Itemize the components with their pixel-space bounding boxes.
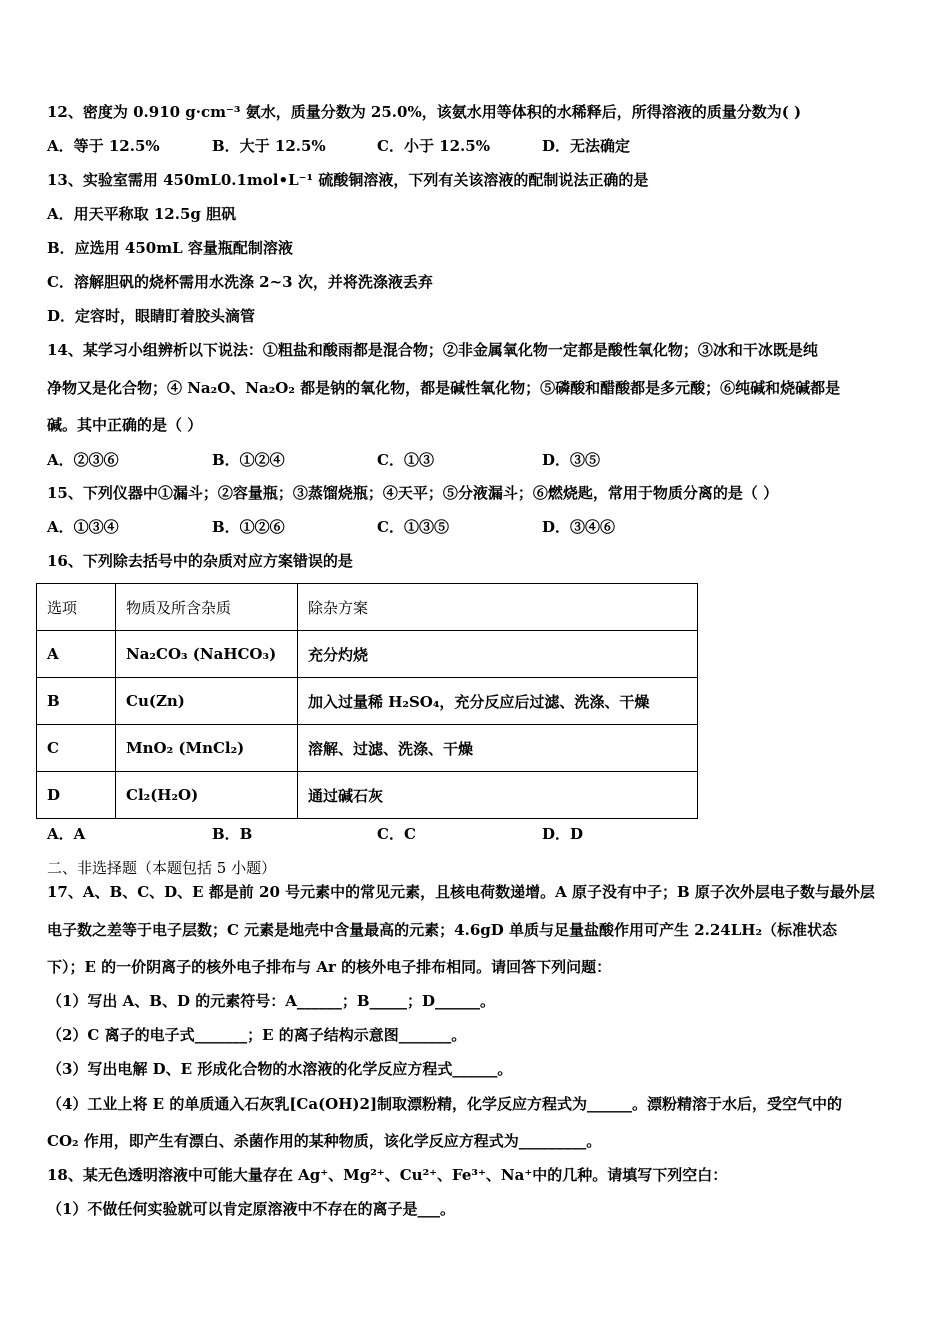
question-17-part-4: （4）工业上将 E 的单质通入石灰乳[Ca(OH)2]制取漂粉精，化学反应方程式为______。漂粉精溶于水后，受空气中的 xyxy=(47,1095,843,1113)
question-16-options xyxy=(47,823,747,845)
option-a: A．A xyxy=(47,825,86,843)
option-a: A．等于 12.5% xyxy=(47,137,160,155)
table-cell: D xyxy=(37,772,116,819)
question-16-stem: 16、下列除去括号中的杂质对应方案错误的是 xyxy=(47,552,353,570)
option-c: C．①③ xyxy=(377,451,434,469)
question-17-line-2: 电子数之差等于电子层数；C 元素是地壳中含量最高的元素；4.6gD 单质与足量盐酸作用可产生 2.24LH₂（标准状态 xyxy=(47,921,838,939)
option-a: A．②③⑥ xyxy=(47,451,119,469)
table-cell: 通过碱石灰 xyxy=(298,772,698,819)
option-d: D．无法确定 xyxy=(542,137,631,155)
option-b: B．①②④ xyxy=(212,451,285,469)
option-c: C．C xyxy=(377,825,416,843)
question-17-line-3: 下）；E 的一价阴离子的核外电子排布与 Ar 的核外电子排布相同。请回答下列问题： xyxy=(47,958,612,976)
section-heading: 二、非选择题（本题包括 5 小题） xyxy=(47,859,277,877)
question-18-part-1: （1）不做任何实验就可以肯定原溶液中不存在的离子是___。 xyxy=(47,1200,455,1218)
table-cell: Na₂CO₃ (NaHCO₃) xyxy=(116,631,298,678)
table-header-cell: 选项 xyxy=(37,584,116,631)
table-row xyxy=(37,772,698,819)
option-b: B．大于 12.5% xyxy=(212,137,326,155)
question-12-stem: 12、密度为 0.910 g·cm⁻³ 氨水，质量分数为 25.0%，该氨水用等体积的水稀释后，所得溶液的质量分数为( ) xyxy=(47,103,802,121)
table-row xyxy=(37,725,698,772)
table-cell: 溶解、过滤、洗涤、干燥 xyxy=(298,725,698,772)
option-c: C．小于 12.5% xyxy=(377,137,490,155)
question-14-line-3: 碱。其中正确的是（ ） xyxy=(47,416,203,434)
question-13-option-b: B．应选用 450mL 容量瓶配制溶液 xyxy=(47,239,293,257)
question-18-stem: 18、某无色透明溶液中可能大量存在 Ag⁺、Mg²⁺、Cu²⁺、Fe³⁺、Na⁺中的几种。请填写下列空白： xyxy=(47,1166,728,1184)
question-14-line-1: 14、某学习小组辨析以下说法：①粗盐和酸雨都是混合物；②非金属氧化物一定都是酸性氧化物；③冰和干冰既是纯 xyxy=(47,341,818,359)
table-header-cell: 除杂方案 xyxy=(298,584,698,631)
table-header-row xyxy=(37,584,698,631)
table-cell: Cu(Zn) xyxy=(116,678,298,725)
question-12-options xyxy=(47,135,747,157)
option-a: A．①③④ xyxy=(47,518,119,536)
table-cell: A xyxy=(37,631,116,678)
option-b: B．①②⑥ xyxy=(212,518,285,536)
table-cell: C xyxy=(37,725,116,772)
table-cell: MnO₂ (MnCl₂) xyxy=(116,725,298,772)
question-17-part-4-cont: CO₂ 作用，即产生有漂白、杀菌作用的某种物质，该化学反应方程式为_________。 xyxy=(47,1132,602,1150)
question-15-options xyxy=(47,516,747,538)
table-cell: 加入过量稀 H₂SO₄，充分反应后过滤、洗涤、干燥 xyxy=(298,678,698,725)
question-17-part-3: （3）写出电解 D、E 形成化合物的水溶液的化学反应方程式______。 xyxy=(47,1060,513,1078)
question-13-option-a: A．用天平称取 12.5g 胆矾 xyxy=(47,205,237,223)
table-row xyxy=(37,678,698,725)
question-14-options xyxy=(47,449,747,471)
question-13-stem: 13、实验室需用 450mL0.1mol•L⁻¹ 硫酸铜溶液，下列有关该溶液的配制说法正确的是 xyxy=(47,171,649,189)
question-15-stem: 15、下列仪器中①漏斗；②容量瓶；③蒸馏烧瓶；④天平；⑤分液漏斗；⑥燃烧匙，常用于物质分离的是（ ） xyxy=(47,484,779,502)
question-17-part-1: （1）写出 A、B、D 的元素符号：A______；B_____；D______。 xyxy=(47,992,496,1010)
table-cell: Cl₂(H₂O) xyxy=(116,772,298,819)
table-header-cell: 物质及所含杂质 xyxy=(116,584,298,631)
table-row xyxy=(37,631,698,678)
impurity-table xyxy=(36,583,698,819)
option-d: D．③④⑥ xyxy=(542,518,616,536)
question-13-option-c: C．溶解胆矾的烧杯需用水洗涤 2~3 次，并将洗涤液丢弃 xyxy=(47,273,433,291)
table-cell: B xyxy=(37,678,116,725)
option-d: D．③⑤ xyxy=(542,451,601,469)
table-cell: 充分灼烧 xyxy=(298,631,698,678)
question-17-line-1: 17、A、B、C、D、E 都是前 20 号元素中的常见元素，且核电荷数递增。A 原子没有中子；B 原子次外层电子数与最外层 xyxy=(47,883,875,901)
question-13-option-d: D．定容时，眼睛盯着胶头滴管 xyxy=(47,307,256,325)
option-b: B．B xyxy=(212,825,253,843)
option-d: D．D xyxy=(542,825,584,843)
question-17-part-2: （2）C 离子的电子式_______；E 的离子结构示意图_______。 xyxy=(47,1026,467,1044)
option-c: C．①③⑤ xyxy=(377,518,449,536)
question-14-line-2: 净物又是化合物；④ Na₂O、Na₂O₂ 都是钠的氧化物，都是碱性氧化物；⑤磷酸和醋酸都是多元酸；⑥纯碱和烧碱都是 xyxy=(47,379,841,397)
